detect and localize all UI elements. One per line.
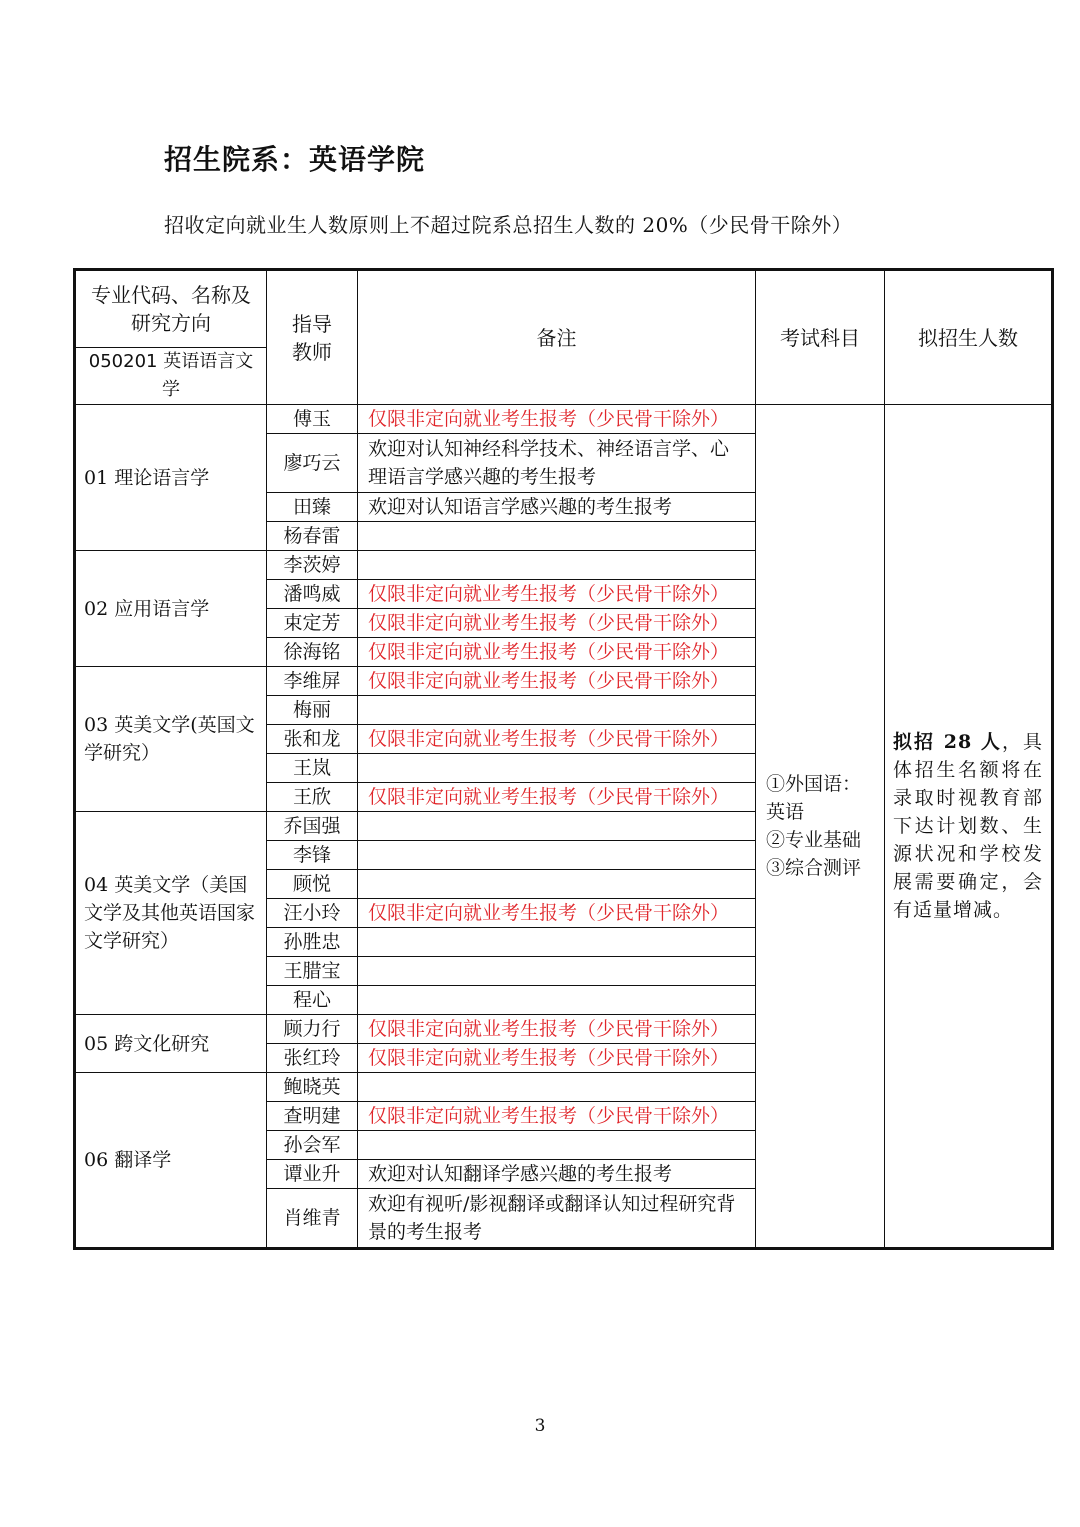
- quota-count: 拟招 28 人: [893, 731, 1002, 753]
- exam-subject-item: ①外国语：英语: [766, 773, 862, 823]
- teacher-note: 欢迎有视听/影视翻译或翻译认知过程研究背景的考生报考: [358, 1189, 756, 1249]
- teacher-name: 张红玲: [267, 1044, 358, 1073]
- teacher-name: 李锋: [267, 841, 358, 870]
- teacher-note: [358, 870, 756, 899]
- teacher-note: 欢迎对认知语言学感兴趣的考生报考: [358, 493, 756, 522]
- quota-rule-note: 招收定向就业生人数原则上不超过院系总招生人数的 20%（少民骨干除外）: [164, 213, 853, 237]
- exam-subjects: [756, 405, 885, 1249]
- teacher-note: 仅限非定向就业考生报考（少民骨干除外）: [358, 899, 756, 928]
- teacher-name: 肖维青: [267, 1189, 358, 1249]
- teacher-note: [358, 1131, 756, 1160]
- teacher-name: 孙胜忠: [267, 928, 358, 957]
- teacher-name: 汪小玲: [267, 899, 358, 928]
- header-major: 专业代码、名称及研究方向: [75, 270, 267, 348]
- teacher-note: 仅限非定向就业考生报考（少民骨干除外）: [358, 1044, 756, 1073]
- research-direction: 02 应用语言学: [75, 551, 267, 667]
- teacher-name: 李茨婷: [267, 551, 358, 580]
- research-direction: 06 翻译学: [75, 1073, 267, 1249]
- table-row: [75, 405, 1053, 434]
- research-direction: 04 英美文学（美国文学及其他英语国家文学研究）: [75, 812, 267, 1015]
- research-direction: 03 英美文学(英国文学研究）: [75, 667, 267, 812]
- quota-description: ，具体招生名额将在录取时视教育部下达计划数、生源状况和学校发展需要确定，会有适量增减。: [893, 731, 1043, 921]
- header-note: 备注: [358, 270, 756, 405]
- teacher-name: 李维屏: [267, 667, 358, 696]
- teacher-name: 束定芳: [267, 609, 358, 638]
- teacher-note: [358, 754, 756, 783]
- teacher-note: [358, 957, 756, 986]
- header-quota: 拟招生人数: [885, 270, 1053, 405]
- teacher-note: 仅限非定向就业考生报考（少民骨干除外）: [358, 1102, 756, 1131]
- teacher-note: 仅限非定向就业考生报考（少民骨干除外）: [358, 725, 756, 754]
- teacher-name: 王岚: [267, 754, 358, 783]
- header-exam: 考试科目: [756, 270, 885, 405]
- enrollment-quota: [885, 405, 1053, 1249]
- teacher-name: 潘鸣威: [267, 580, 358, 609]
- teacher-name: 顾力行: [267, 1015, 358, 1044]
- exam-subject-item: ③综合测评: [766, 857, 862, 879]
- teacher-note: [358, 1073, 756, 1102]
- teacher-name: 杨春雷: [267, 522, 358, 551]
- teacher-name: 廖巧云: [267, 434, 358, 493]
- teacher-note: 仅限非定向就业考生报考（少民骨干除外）: [358, 580, 756, 609]
- major-code: 050201 英语语言文学: [75, 348, 267, 405]
- teacher-name: 王欣: [267, 783, 358, 812]
- teacher-note: [358, 696, 756, 725]
- teacher-name: 徐海铭: [267, 638, 358, 667]
- teacher-name: 傅玉: [267, 405, 358, 434]
- admission-table: [73, 268, 1054, 1250]
- header-teacher: 指导教师: [267, 270, 358, 405]
- teacher-note: 仅限非定向就业考生报考（少民骨干除外）: [358, 667, 756, 696]
- teacher-name: 程心: [267, 986, 358, 1015]
- teacher-name: 梅丽: [267, 696, 358, 725]
- research-direction: 01 理论语言学: [75, 405, 267, 551]
- teacher-name: 谭业升: [267, 1160, 358, 1189]
- teacher-name: 张和龙: [267, 725, 358, 754]
- teacher-note: [358, 812, 756, 841]
- teacher-note: 欢迎对认知翻译学感兴趣的考生报考: [358, 1160, 756, 1189]
- teacher-note: [358, 928, 756, 957]
- page-number: 3: [534, 1416, 546, 1436]
- teacher-name: 乔国强: [267, 812, 358, 841]
- teacher-note: 仅限非定向就业考生报考（少民骨干除外）: [358, 638, 756, 667]
- teacher-name: 顾悦: [267, 870, 358, 899]
- teacher-name: 孙会军: [267, 1131, 358, 1160]
- teacher-note: 仅限非定向就业考生报考（少民骨干除外）: [358, 405, 756, 434]
- teacher-note: 欢迎对认知神经科学技术、神经语言学、心理语言学感兴趣的考生报考: [358, 434, 756, 493]
- research-direction: 05 跨文化研究: [75, 1015, 267, 1073]
- teacher-note: [358, 522, 756, 551]
- page-title: 招生院系：英语学院: [164, 143, 426, 176]
- teacher-note: [358, 551, 756, 580]
- teacher-note: [358, 986, 756, 1015]
- teacher-name: 王腊宝: [267, 957, 358, 986]
- teacher-note: 仅限非定向就业考生报考（少民骨干除外）: [358, 783, 756, 812]
- teacher-note: [358, 841, 756, 870]
- teacher-note: 仅限非定向就业考生报考（少民骨干除外）: [358, 609, 756, 638]
- teacher-note: 仅限非定向就业考生报考（少民骨干除外）: [358, 1015, 756, 1044]
- teacher-name: 查明建: [267, 1102, 358, 1131]
- teacher-name: 田臻: [267, 493, 358, 522]
- teacher-name: 鲍晓英: [267, 1073, 358, 1102]
- exam-subject-item: ②专业基础: [766, 829, 862, 851]
